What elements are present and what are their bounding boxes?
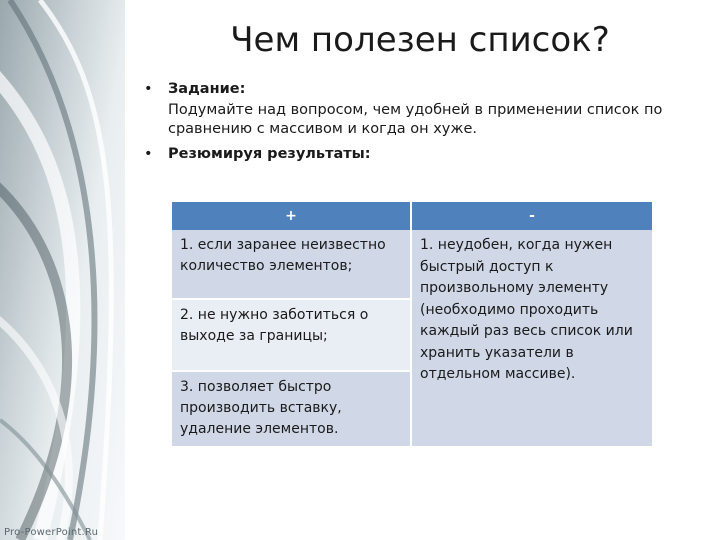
bullet-summary-label: Резюмируя результаты: bbox=[168, 146, 371, 162]
bullet-dot: • bbox=[144, 81, 153, 97]
header-minus: - bbox=[412, 202, 652, 230]
table-cell: 3. позволяет быстро производить вставку, удаление элементов. bbox=[172, 372, 410, 446]
header-plus: + bbox=[172, 202, 412, 230]
decorative-panel bbox=[0, 0, 125, 540]
table-cell: 1. если заранее неизвестно количество элементов; bbox=[172, 230, 410, 300]
bullet-list bbox=[142, 80, 702, 164]
table-cell: 2. не нужно заботиться о выходе за границы; bbox=[172, 300, 410, 372]
comparison-table bbox=[172, 202, 652, 446]
bullet-task bbox=[142, 80, 702, 99]
bullet-summary bbox=[142, 145, 702, 164]
minus-cell: 1. неудобен, когда нужен быстрый доступ к произвольному элементу (необходимо проходить каждый раз весь список или хранить указатели в отдельном массиве). bbox=[412, 230, 652, 446]
plus-column bbox=[172, 230, 412, 446]
table-header bbox=[172, 202, 652, 230]
bullet-dot: • bbox=[144, 146, 153, 162]
watermark-text: Pro-PowerPoint.Ru bbox=[4, 527, 99, 538]
bullet-task-label: Задание: bbox=[168, 81, 246, 97]
swirl-graphic bbox=[0, 0, 125, 540]
bullet-task-text: Подумайте над вопросом, чем удобней в применении список по сравнению с массивом и когда он хуже. bbox=[168, 102, 663, 137]
slide-title: Чем полезен список? bbox=[230, 20, 610, 60]
table-body bbox=[172, 230, 652, 446]
